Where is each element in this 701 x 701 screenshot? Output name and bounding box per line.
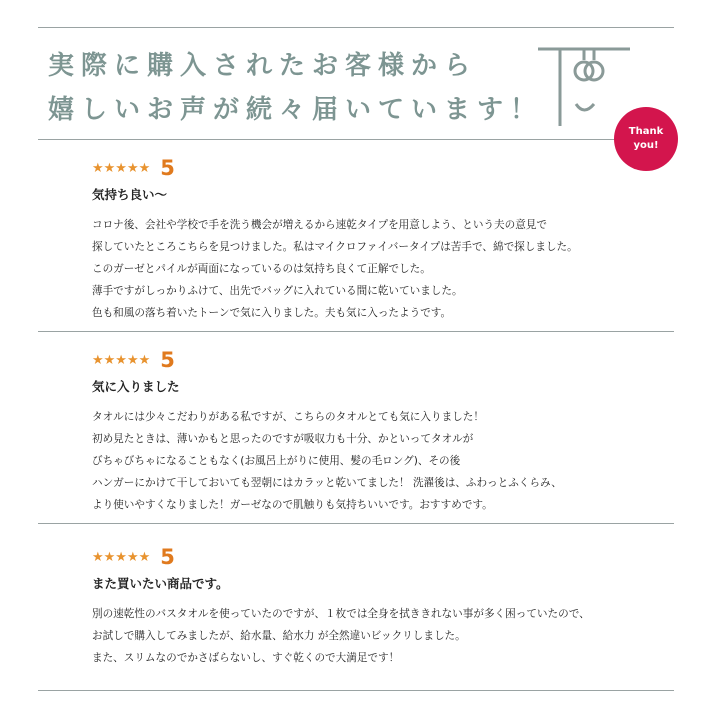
- page-headline: [48, 44, 543, 132]
- header-divider: [38, 139, 618, 140]
- review-line: 色も和風の落ち着いたトーンで気に入りました。夫も気に入ったようです。: [92, 307, 452, 319]
- thank-you-badge: [614, 107, 678, 171]
- star-rating-icon: ★★★★★: [92, 352, 151, 368]
- badge-line-2: you!: [633, 140, 659, 151]
- review-body: [92, 603, 590, 669]
- towel-hanger-icon: [538, 44, 630, 128]
- review-line: 初め見たときは、薄いかもと思ったのですが吸収力も十分、かといってタオルが: [92, 433, 474, 445]
- review-title: 気持ち良い〜: [92, 187, 168, 202]
- review-3: [92, 545, 590, 669]
- rating-score: 5: [160, 348, 175, 372]
- review-rating: [92, 545, 590, 569]
- review-divider: [38, 523, 674, 524]
- star-rating-icon: ★★★★★: [92, 549, 151, 565]
- review-line: コロナ後、会社や学校で手を洗う機会が増えるから速乾タイプを用意しよう、という夫の意見で: [92, 219, 547, 231]
- top-divider: [38, 27, 674, 28]
- badge-line-1: Thank: [628, 126, 664, 137]
- review-title: また買いたい商品です。: [92, 576, 229, 591]
- rating-score: 5: [160, 545, 175, 569]
- review-2: [92, 348, 562, 516]
- review-1: [92, 156, 578, 324]
- rating-score: 5: [160, 156, 175, 180]
- review-divider: [38, 331, 674, 332]
- bottom-divider: [38, 690, 674, 691]
- review-body: [92, 214, 578, 324]
- review-line: 薄手ですがしっかりふけて、出先でバッグに入れている間に乾いていました。: [92, 285, 463, 297]
- review-line: ハンガーにかけて干しておいても翌朝にはカラッと乾いてました！ 洗濯後は、ふわっとふくらみ、: [92, 477, 562, 489]
- review-line: びちゃびちゃになることもなく(お風呂上がりに使用、髪の毛ロング)、その後: [92, 455, 461, 467]
- star-rating-icon: ★★★★★: [92, 160, 151, 176]
- review-line: このガーゼとパイルが両面になっているのは気持ち良くて正解でした。: [92, 263, 431, 275]
- review-line: お試しで購入してみましたが、給水量、給水力 が全然違いビックリしました。: [92, 630, 466, 642]
- headline-line-1: 実際に購入されたお客様から: [48, 51, 478, 81]
- headline-line-2: 嬉しいお声が続々届いています！: [48, 95, 544, 125]
- review-rating: [92, 348, 562, 372]
- review-rating: [92, 156, 578, 180]
- review-line: また、スリムなのでかさばらないし、すぐ乾くので大満足です！: [92, 652, 400, 664]
- review-line: 探していたところこちらを見つけました。私はマイクロファイバータイプは苦手で、綿で探しました。: [92, 241, 578, 253]
- review-line: より使いやすくなりました！ガーゼなので肌触りも気持ちいいです。おすすめです。: [92, 499, 493, 511]
- review-body: [92, 406, 562, 516]
- review-title: 気に入りました: [92, 379, 180, 394]
- review-line: タオルには少々こだわりがある私ですが、こちらのタオルとても気に入りました！: [92, 411, 484, 423]
- review-line: 別の速乾性のバスタオルを使っていたのですが、１枚では全身を拭ききれない事が多く困っていたので、: [92, 608, 590, 620]
